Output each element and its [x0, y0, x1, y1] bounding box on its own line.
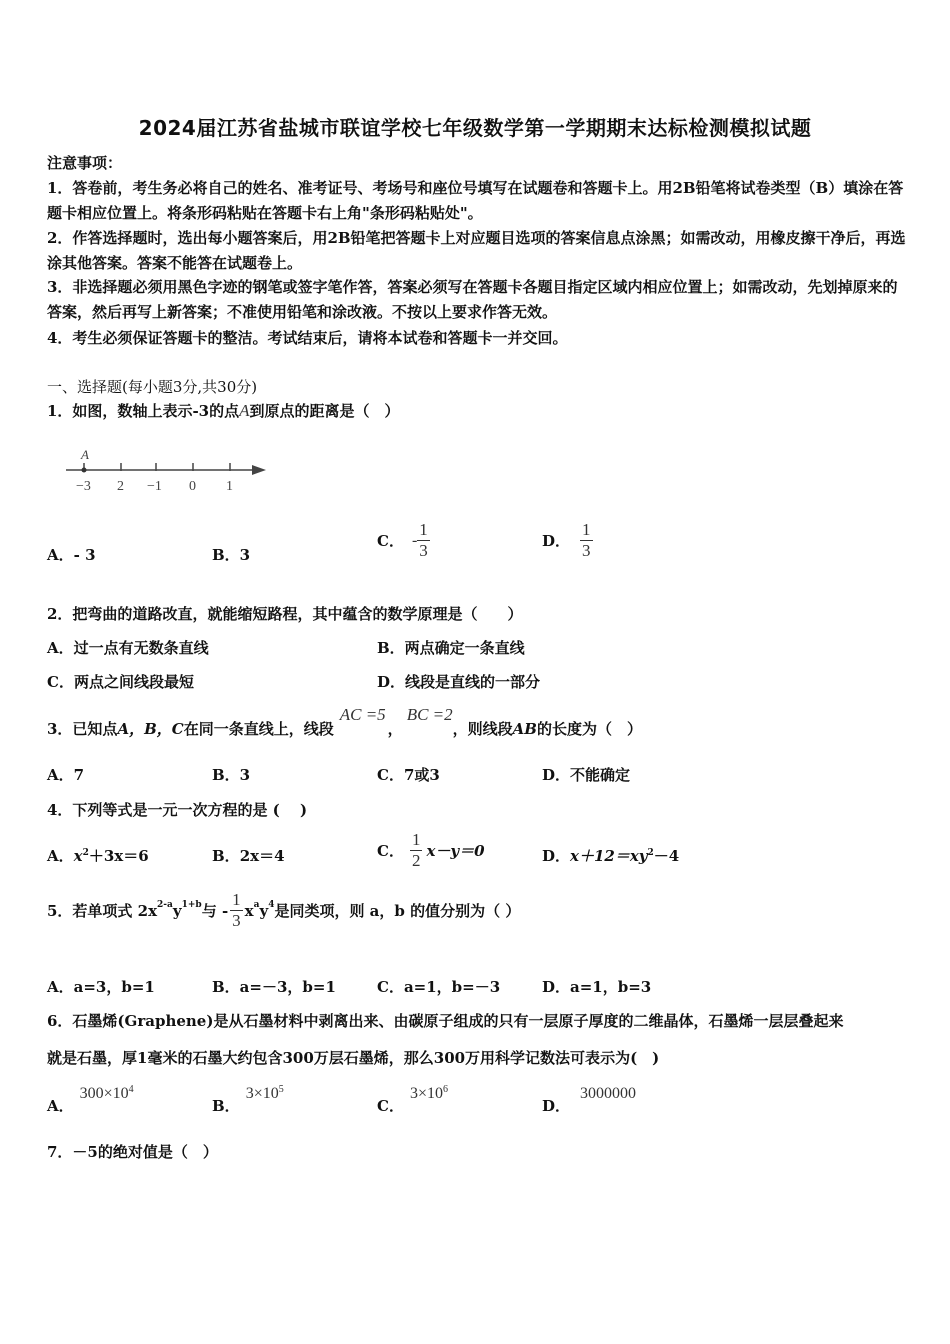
notice-item-4: 4．考生必须保证答题卡的整洁。考试结束后，请将本试卷和答题卡一并交回。 — [47, 329, 568, 347]
q6-stem-line-2: 就是石墨，厚1毫米的石墨大约包含300万层石墨烯，那么300万用科学记数法可表示为( ) — [47, 1049, 660, 1067]
q1-stem-b: 到原点的距离是（ ） — [249, 402, 400, 420]
notice-item-1: 1．答卷前，考生务必将自己的姓名、准考证号、考场号和座位号填写在试题卷和答题卡上。用2B铅笔将试卷类型（B）填涂在答题卡相应位置上。将条形码粘贴在答题卡右上角"条形码粘贴处"。 — [47, 179, 904, 222]
q7-stem: 7．－5的绝对值是（ ） — [47, 1143, 218, 1161]
q6-option-c[interactable] — [377, 1082, 448, 1116]
q5-stem-d: x — [244, 901, 254, 920]
page-title: 2024届江苏省盐城市联谊学校七年级数学第一学期期末达标检测模拟试题 — [138, 116, 812, 140]
q2-option-c[interactable]: C．两点之间线段最短 — [47, 673, 194, 691]
q4-option-d-rest: －4 — [653, 847, 680, 865]
q3-stem-d: 的长度为（ ） — [536, 720, 642, 738]
q6-option-a-exp: 4 — [128, 1084, 134, 1095]
q1-option-a[interactable]: A．- 3 — [47, 546, 96, 564]
q4-stem: 4．下列等式是一元一次方程的是 ( ) — [47, 801, 308, 819]
tick-label: −3 — [76, 479, 91, 494]
q6-option-b[interactable] — [212, 1082, 284, 1116]
q1-option-c-label: C． — [377, 532, 404, 550]
q1-option-d[interactable] — [542, 520, 593, 561]
point-a-label: A — [81, 447, 89, 462]
q6-option-b-label: B． — [212, 1097, 240, 1115]
notice-item-3: 3．非选择题必须用黑色字迹的钢笔或签字笔作答，答案必须写在答题卡各题目指定区域内相应位置上；如需改动，先划掉原来的答案，然后再写上新答案；不准使用铅笔和涂改液。不按以上要求作答无效。 — [47, 278, 898, 321]
fraction-denominator: 3 — [232, 911, 241, 930]
q5-stem-a: 5．若单项式 2x — [47, 902, 158, 920]
q4-option-d[interactable] — [542, 845, 679, 866]
q6-option-c-label: C． — [377, 1097, 404, 1115]
q2-option-a[interactable]: A．过一点有无数条直线 — [47, 639, 209, 657]
q5-stem-e: y — [259, 901, 269, 920]
q4-option-d-expr: x＋12＝xy — [570, 847, 648, 865]
q5-option-d[interactable]: D．a=1，b=3 — [542, 978, 652, 996]
q3-option-d[interactable]: D．不能确定 — [542, 766, 631, 784]
q1-option-c[interactable] — [377, 520, 430, 561]
fraction-numerator: 1 — [411, 830, 421, 849]
fraction-numerator: 1 — [582, 520, 591, 539]
q1-stem-a: 1．如图，数轴上表示-3的点 — [47, 402, 240, 420]
q6-option-c-base: 3×10 — [409, 1085, 443, 1102]
notice-item-2: 2．作答选择题时，选出每小题答案后，用2B铅笔把答题卡上对应题目选项的答案信息点涂黑；如需改动，用橡皮擦干净后，再选涂其他答案。答案不能答在试题卷上。 — [47, 229, 906, 272]
q3-option-c[interactable]: C．7或3 — [377, 766, 440, 784]
q5-stem-c: 与 - — [201, 902, 229, 920]
q1-option-d-label: D． — [542, 532, 571, 550]
tick-label: 2 — [117, 479, 124, 494]
q6-option-c-exp: 6 — [442, 1084, 448, 1095]
q4-option-a-label: A． — [47, 847, 74, 865]
q6-option-a[interactable] — [47, 1082, 134, 1116]
q4-option-d-exp: 2 — [647, 848, 654, 858]
q4-option-c-label: C． — [377, 842, 404, 860]
q1-option-d-fraction — [580, 520, 593, 561]
q4-option-b-expr: 2x＝4 — [239, 847, 285, 865]
point-a-dot — [82, 468, 87, 473]
fraction-denominator: 3 — [582, 541, 591, 560]
tick-label: 0 — [189, 479, 196, 494]
q3-bc-expr: BC =2 — [406, 705, 453, 724]
q1-option-c-fraction — [417, 520, 430, 561]
q5-option-a[interactable]: A．a=3，b=1 — [47, 978, 155, 996]
q5-fraction — [230, 890, 243, 931]
fraction-numerator: 1 — [232, 890, 241, 909]
q3-points: A，B，C — [117, 720, 184, 738]
q5-stem-b: y — [172, 901, 182, 920]
q6-option-b-base: 3×10 — [245, 1085, 279, 1102]
number-line-arrow — [252, 465, 266, 475]
q4-option-a[interactable] — [47, 845, 149, 866]
q4-option-b[interactable] — [212, 845, 285, 866]
q4-option-c-rest: x－y＝0 — [426, 842, 485, 860]
q3-ab: AB — [512, 720, 537, 738]
q4-option-a-rest: ＋3x＝6 — [88, 847, 149, 865]
tick-label: 1 — [226, 479, 233, 494]
tick-label: −1 — [147, 479, 162, 494]
q4-option-a-exp: 2 — [82, 848, 89, 858]
q3-stem-c: ，则线段 — [452, 720, 513, 738]
q1-option-b[interactable]: B．3 — [212, 546, 251, 564]
fraction-denominator: 3 — [419, 541, 428, 560]
q6-option-d[interactable] — [542, 1082, 636, 1116]
q1-stem — [47, 400, 400, 421]
q2-option-b[interactable]: B．两点确定一条直线 — [377, 639, 525, 657]
q6-option-a-label: A． — [47, 1097, 74, 1115]
q2-stem: 2．把弯曲的道路改直，就能缩短路程，其中蕴含的数学原理是（ ） — [47, 605, 523, 623]
q6-stem-line-1: 6．石墨烯(Graphene)是从石墨材料中剥离出来、由碳原子组成的只有一层原子厚度的二维晶体，石墨烯一层层叠起来 — [47, 1012, 844, 1030]
q4-option-c-fraction — [410, 830, 423, 871]
q4-option-a-x: x — [73, 847, 83, 865]
q1-option-c-sign: - — [411, 531, 418, 549]
q1-var: A — [239, 401, 250, 420]
q6-option-b-exp: 5 — [278, 1084, 284, 1095]
number-line-figure — [60, 444, 280, 500]
q5-sup-1: 2-a — [157, 899, 173, 910]
q5-stem-f: 是同类项，则 a，b 的值分别为（ ） — [274, 902, 521, 920]
q5-stem — [47, 890, 520, 931]
q3-option-a[interactable]: A．7 — [47, 766, 85, 784]
q4-option-b-label: B． — [212, 847, 240, 865]
q5-sup-3: a — [253, 899, 260, 910]
q4-option-c[interactable] — [377, 830, 485, 871]
fraction-denominator: 2 — [411, 851, 421, 870]
q6-option-a-base: 300×10 — [79, 1085, 129, 1102]
q2-option-d[interactable]: D．线段是直线的一部分 — [377, 673, 541, 691]
q4-option-d-label: D． — [542, 847, 571, 865]
q3-stem-a: 3．已知点 — [47, 720, 118, 738]
q5-sup-4: 4 — [268, 899, 275, 910]
q3-ac-expr: AC =5 — [339, 705, 386, 724]
q5-option-b[interactable]: B．a=－3，b=1 — [212, 978, 336, 996]
fraction-numerator: 1 — [419, 520, 428, 539]
q3-option-b[interactable]: B．3 — [212, 766, 251, 784]
q5-option-c[interactable]: C．a=1，b=－3 — [377, 978, 501, 996]
q3-stem — [47, 704, 642, 744]
notice-heading: 注意事项： — [47, 154, 123, 172]
q3-comma: ， — [387, 720, 403, 738]
q6-option-d-value: 3000000 — [580, 1085, 637, 1102]
q3-stem-b: 在同一条直线上，线段 — [183, 720, 334, 738]
section-heading: 一、选择题(每小题3分,共30分) — [47, 378, 258, 396]
q5-sup-2: 1+b — [181, 899, 202, 910]
q6-option-d-label: D． — [542, 1097, 571, 1115]
